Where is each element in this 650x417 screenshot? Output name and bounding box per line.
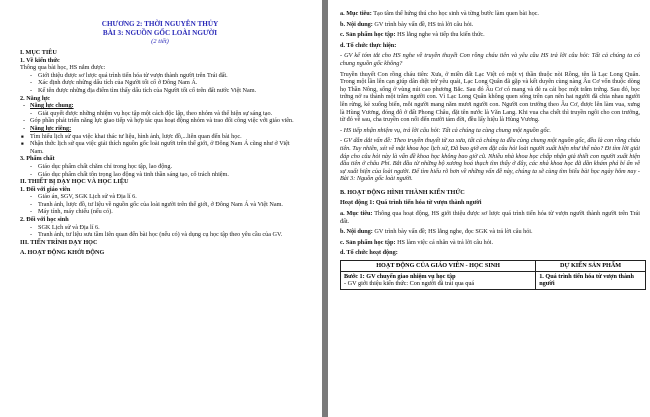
organization-label: d. Tổ chức hoạt động: [340, 249, 398, 257]
paragraph: - GV dẫn dắt vấn đề: Theo truyền thuyết từ xa xưa, tất cả chúng ta đều cùng chung một nguồn gốc, đều là con rồng cháu tiên. Tuy nhiên, xét về mặt khoa học lịch sử, Đã bao giờ em đặt câu hỏi loài người xuất hiện như thế nào? Đi tìm lời giải đáp cho câu hỏi này là vấn đề khoa học không bao giờ cũ. Nhiều nhà khoa học chấp nhận giả thiết con người xuất hiện đầu tiên ở châu Phi. Bắt đầu từ những bộ xương hoá thạch tìm thấy ở đây, các nhà khoa học đã dần khám phá bí ẩn về sự xuất hiện của loài người. Để tìm hiểu rõ hơn về những vấn đề này, chúng ta sẽ cùng tìm hiểu bài học ngày hôm nay - Bài 3: Nguồn gốc loài người. [340, 137, 640, 183]
content-label: b. Nội dung: [340, 228, 373, 236]
section-heading: II. THIẾT BỊ DẠY HỌC VÀ HỌC LIỆU [20, 178, 129, 186]
step-title: Bước 1: GV chuyển giao nhiệm vụ học tập [344, 272, 456, 280]
list-item: - Tranh ảnh, lược đồ, tư liệu về nguồn gốc của loài người trên thế giới, ở Đông Nam Á và Việt Nam. [20, 201, 300, 209]
chapter-title: CHƯƠNG 2: THỜI NGUYÊN THỦY [101, 20, 219, 28]
objective-label: a. Mục tiêu: [340, 10, 372, 17]
table-row [341, 271, 646, 289]
list-item: - Giáo dục phẩm chất chăm chỉ trong học tập, lao động. [20, 163, 300, 171]
lesson-title: BÀI 3: NGUỒN GỐC LOÀI NGƯỜI [102, 29, 218, 37]
table-cell [341, 271, 536, 289]
objective-text: Thông qua hoạt động, HS giới thiệu được sơ lược quá trình tiến hóa từ vượn người thành người trên Trái đất. [340, 210, 640, 225]
lesson-periods: (2 tiết) [151, 38, 169, 45]
organization-label: d. Tổ chức thực hiện: [340, 41, 397, 49]
list-item: - Giới thiệu được sơ lược quá trình tiến hóa từ vượn thành người trên Trái đất. [20, 72, 300, 80]
list-item: - Năng lực chung: [20, 102, 300, 110]
paragraph: Thông qua bài học, HS nắm được: [20, 64, 106, 72]
subsection-heading: 1. Đối với giáo viên [20, 185, 71, 193]
list-item: - Giải quyết được những nhiệm vụ học tập một cách độc lập, theo nhóm và thể hiện sự sáng tạo. [20, 110, 300, 118]
list-item: ■ Nhận thức lịch sử qua việc giải thích nguồn gốc loài người trên thế giới, ở Đông Nam Á cũng như ở Việt Nam. [20, 140, 300, 155]
section-heading: I. MỤC TIÊU [20, 49, 57, 56]
document-page-right [328, 0, 650, 417]
objective-text: Tạo tâm thế hứng thú cho học sinh và từng bước làm quen bài học. [371, 10, 539, 17]
list-item: - Năng lực riêng: [20, 125, 300, 133]
activity-heading: A. HOẠT ĐỘNG KHỞI ĐỘNG [20, 249, 105, 257]
activity-title: Hoạt động 1: Quá trình tiến hóa từ vượn thành người [340, 199, 482, 207]
document-page-left [0, 0, 322, 417]
list-item: - Xác định được những dấu tích của Người tối cổ ở Đông Nam Á. [20, 79, 300, 87]
list-item: - Góp phần phát triển năng lực giao tiếp và hợp tác qua hoạt động nhóm và trao đổi công việc với giáo viên. [20, 117, 300, 125]
section-heading: III. TIẾN TRÌNH DẠY HỌC [20, 238, 98, 246]
product-label: c. Sản phẩm học tập: [340, 238, 396, 246]
table-header-cell: DỰ KIẾN SẢN PHẨM [536, 261, 646, 272]
list-item: - Máy tính, máy chiếu (nếu có). [20, 208, 300, 216]
list-item: - Tranh ảnh, tư liệu sưu tầm liên quan đến bài học (nếu có) và dụng cụ học tập theo yêu cầu của GV. [20, 231, 300, 239]
list-item: - SGK Lịch sử và Địa lí 6. [20, 224, 300, 232]
paragraph: - GV kể tóm tắt cho HS nghe về truyền thuyết Con rồng cháu tiên và yêu cầu HS trả lời câu hỏi: Tất cả chúng ta có chung nguồn gốc không? [340, 52, 640, 67]
list-item: - Kể tên được những địa điểm tìm thấy dấu tích của Người tối cổ trên đất nước Việt Nam. [20, 87, 300, 95]
list-item: - Giáo án, SGV, SGK Lịch sử và Địa lí 6. [20, 193, 300, 201]
product-text: HS làm việc cá nhân và trả lời câu hỏi. [395, 238, 494, 246]
product-text: HS lắng nghe và tiếp thu kiến thức. [395, 31, 485, 39]
content-label: b. Nội dung: [340, 20, 373, 28]
paragraph: - HS tiếp nhận nhiệm vụ, trả lời câu hỏi: Tất cả chúng ta cùng chung một nguồn gốc. [340, 126, 551, 134]
activity-table [340, 260, 646, 290]
table-header-row [341, 261, 646, 272]
subsection-heading: 2. Năng lực [20, 94, 51, 102]
product-label: c. Sản phẩm học tập: [340, 31, 396, 39]
table-header-cell: HOẠT ĐỘNG CỦA GIÁO VIÊN - HỌC SINH [341, 261, 536, 272]
list-item: - Giáo dục phẩm chất tôn trọng lao động và tinh thần sáng tạo, cổ trách nhiệm. [20, 171, 300, 179]
subsection-heading: 3. Phẩm chất [20, 155, 55, 163]
subsection-heading: 1. Về kiến thức [20, 56, 60, 64]
legend-paragraph: Truyền thuyết Con rồng cháu tiên: Xưa, ở miền đất Lạc Việt có một vị thần thuộc nòi Rồng, tên là Lạc Long Quân. Trong một lần lên cạn giúp dân diệt trừ yêu quái, Lạc Long Quân đã gặp và kết duyên cùng nàng Âu Cơ vốn thuộc dòng họ Thần Nông, sống ở vùng núi cao phương Bắc. Sau đó Âu Cơ có mang và đẻ ra cái bọc một trăm trứng. Sau đó, bọc trứng nở ra thành một trăm người con. Vì Lạc Long Quân không quen sống trên cạn nên hai người đã chia nhau người lên rừng, kẻ xuống biển, mỗi người mang năm mươi người con. Người con trưởng theo Âu Cơ, được lên làm vua, xưng là Hùng Vương, đóng đô ở đất Phong Châu, đặt tên nước là Văn Lang. Khi vua cha chết thì truyền ngôi cho con trưởng, từ đó về sau, cha truyền con nối đến mười tám đời, đều lấy hiệu là Hùng Vương. [340, 70, 640, 124]
content-text: GV trình bày vấn đề, HS trả lời câu hỏi. [372, 20, 474, 28]
table-cell: 1. Quá trình tiến hóa từ vượn thành người [536, 271, 646, 289]
list-item: ■ Tìm hiểu lịch sử qua việc khai thác tư liệu, hình ảnh, lược đồ,...liên quan đến bài học. [20, 133, 300, 141]
step-text: - GV giới thiệu kiến thức: Con người đã trải qua quá [344, 280, 475, 288]
subsection-heading: 2. Đối với học sinh [20, 216, 69, 224]
content-text: GV trình bày vấn đề; HS lắng nghe, đọc SGK và trả lời câu hỏi. [372, 228, 533, 236]
objective-label: a. Mục tiêu: [340, 210, 373, 218]
activity-heading: B. HOẠT ĐỘNG HÌNH THÀNH KIẾN THỨC [340, 188, 465, 196]
